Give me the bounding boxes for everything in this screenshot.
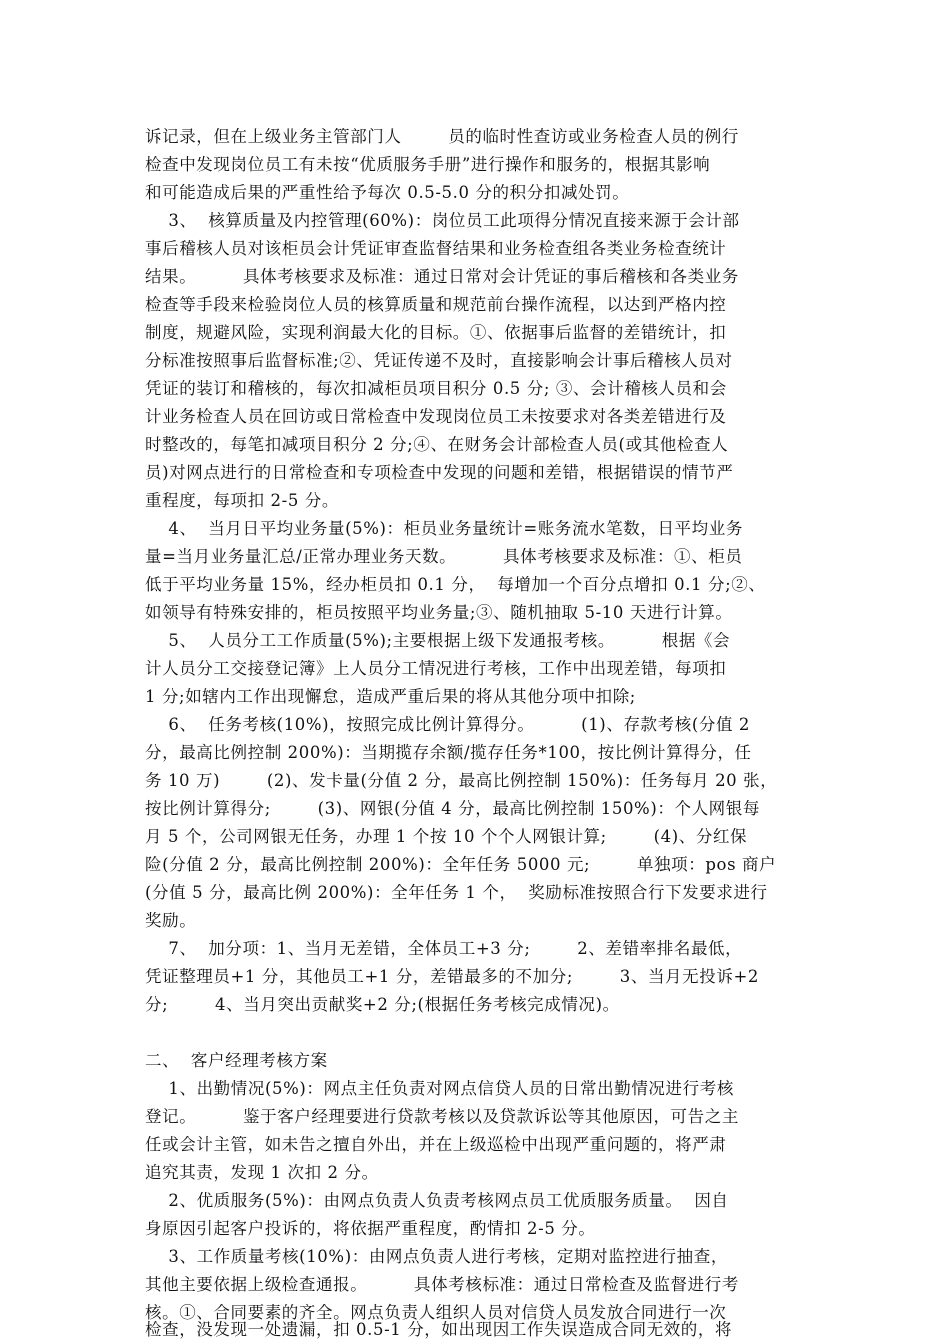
text-line: 3、工作质量考核(10%)：由网点负责人进行考核，定期对监控进行抽查， <box>145 1247 728 1266</box>
text-line: 低于平均业务量 15%，经办柜员扣 0.1 分， 每增加一个百分点增扣 0.1 分;②、 <box>145 575 766 594</box>
text-line: 核。①、合同要素的齐全。网点负责人组织人员对信贷人员发放合同进行一次 <box>145 1303 727 1322</box>
text-line: 7、 加分项：1、当月无差错，全体员工+3 分; 2、差错率排名最低， <box>145 939 743 958</box>
text-line: 务 10 万) (2)、发卡量(分值 2 分，最高比例控制 150%)：任务每月 20 张， <box>145 771 778 790</box>
text-line: 3、 核算质量及内控管理(60%)：岗位员工此项得分情况直接来源于会计部 <box>145 211 740 230</box>
text-line: (分值 5 分，最高比例 200%)：全年任务 1 个， 奖励标准按照合行下发要求进行 <box>145 883 768 902</box>
text-line: 量=当月业务量汇总/正常办理业务天数。 具体考核要求及标准：①、柜员 <box>145 547 743 566</box>
text-line: 其他主要依据上级检查通报。 具体考核标准：通过日常检查及监督进行考 <box>145 1275 739 1294</box>
text-line: 身原因引起客户投诉的，将依据严重程度，酌情扣 2-5 分。 <box>145 1219 596 1238</box>
text-line: 5、 人员分工工作质量(5%);主要根据上级下发通报考核。 根据《会 <box>145 631 731 650</box>
text-line: 结果。 具体考核要求及标准：通过日常对会计凭证的事后稽核和各类业务 <box>145 267 739 286</box>
text-line: 制度，规避风险，实现利润最大化的目标。①、依据事后监督的差错统计，扣 <box>145 323 727 342</box>
text-line: 奖励。 <box>145 911 197 930</box>
text-line: 检查等手段来检验岗位人员的核算质量和规范前台操作流程，以达到严格内控 <box>145 295 727 314</box>
text-line: 按比例计算得分; (3)、网银(分值 4 分，最高比例控制 150%)：个人网银每 <box>145 799 760 818</box>
section-heading: 二、 客户经理考核方案 <box>145 1051 328 1070</box>
text-line: 重程度，每项扣 2-5 分。 <box>145 491 339 510</box>
text-line: 计业务检查人员在回访或日常检查中发现岗位员工未按要求对各类差错进行及 <box>145 407 727 426</box>
text-line: 如领导有特殊安排的，柜员按照平均业务量;③、随机抽取 5-10 天进行计算。 <box>145 603 733 622</box>
text-line: 任或会计主管，如未告之擅自外出，并在上级巡检中出现严重问题的，将严肃 <box>145 1135 727 1154</box>
text-line: 4、 当月日平均业务量(5%)：柜员业务量统计=账务流水笔数，日平均业务 <box>145 519 743 538</box>
text-line: 1、出勤情况(5%)：网点主任负责对网点信贷人员的日常出勤情况进行考核 <box>145 1079 734 1098</box>
text-line: 分，最高比例控制 200%)：当期揽存余额/揽存任务*100，按比例计算得分，任 <box>145 743 752 762</box>
text-line: 险(分值 2 分，最高比例控制 200%)：全年任务 5000 元; 单独项：pos 商户 <box>145 855 777 874</box>
text-line: 和可能造成后果的严重性给予每次 0.5-5.0 分的积分扣减处罚。 <box>145 183 630 202</box>
text-line: 2、优质服务(5%)：由网点负责人负责考核网点员工优质服务质量。 因自 <box>145 1191 729 1210</box>
text-line: 凭证的装订和稽核的，每次扣减柜员项目积分 0.5 分; ③、会计稽核人员和会 <box>145 379 727 398</box>
text-line: 月 5 个，公司网银无任务，办理 1 个按 10 个个人网银计算; (4)、分红保 <box>145 827 748 846</box>
text-line: 检查，没发现一处遗漏，扣 0.5-1 分，如出现因工作失误造成合同无效的，将 <box>145 1320 733 1339</box>
text-line: 1 分;如辖内工作出现懈怠，造成严重后果的将从其他分项中扣除; <box>145 687 636 706</box>
text-line: 检查中发现岗位员工有未按“优质服务手册”进行操作和服务的，根据其影响 <box>145 155 711 174</box>
text-line: 事后稽核人员对该柜员会计凭证审查监督结果和业务检查组各类业务检查统计 <box>145 239 727 258</box>
text-line: 分; 4、当月突出贡献奖+2 分;(根据任务考核完成情况)。 <box>145 995 620 1014</box>
text-line: 诉记录，但在上级业务主管部门人 员的临时性查访或业务检查人员的例行 <box>145 127 739 146</box>
text-line: 凭证整理员+1 分，其他员工+1 分，差错最多的不加分; 3、当月无投诉+2 <box>145 967 759 986</box>
text-line: 时整改的，每笔扣减项目积分 2 分;④、在财务会计部检查人员(或其他检查人 <box>145 435 729 454</box>
text-line: 分标准按照事后监督标准;②、凭证传递不及时，直接影响会计事后稽核人员对 <box>145 351 733 370</box>
text-line: 追究其责，发现 1 次扣 2 分。 <box>145 1163 379 1182</box>
text-line: 登记。 鉴于客户经理要进行贷款考核以及贷款诉讼等其他原因，可告之主 <box>145 1107 739 1126</box>
text-line: 6、 任务考核(10%)，按照完成比例计算得分。 (1)、存款考核(分值 2 <box>145 715 751 734</box>
text-line: 员)对网点进行的日常检查和专项检查中发现的问题和差错，根据错误的情节严 <box>145 463 734 482</box>
text-line: 计人员分工交接登记簿》上人员分工情况进行考核，工作中出现差错，每项扣 <box>145 659 727 678</box>
